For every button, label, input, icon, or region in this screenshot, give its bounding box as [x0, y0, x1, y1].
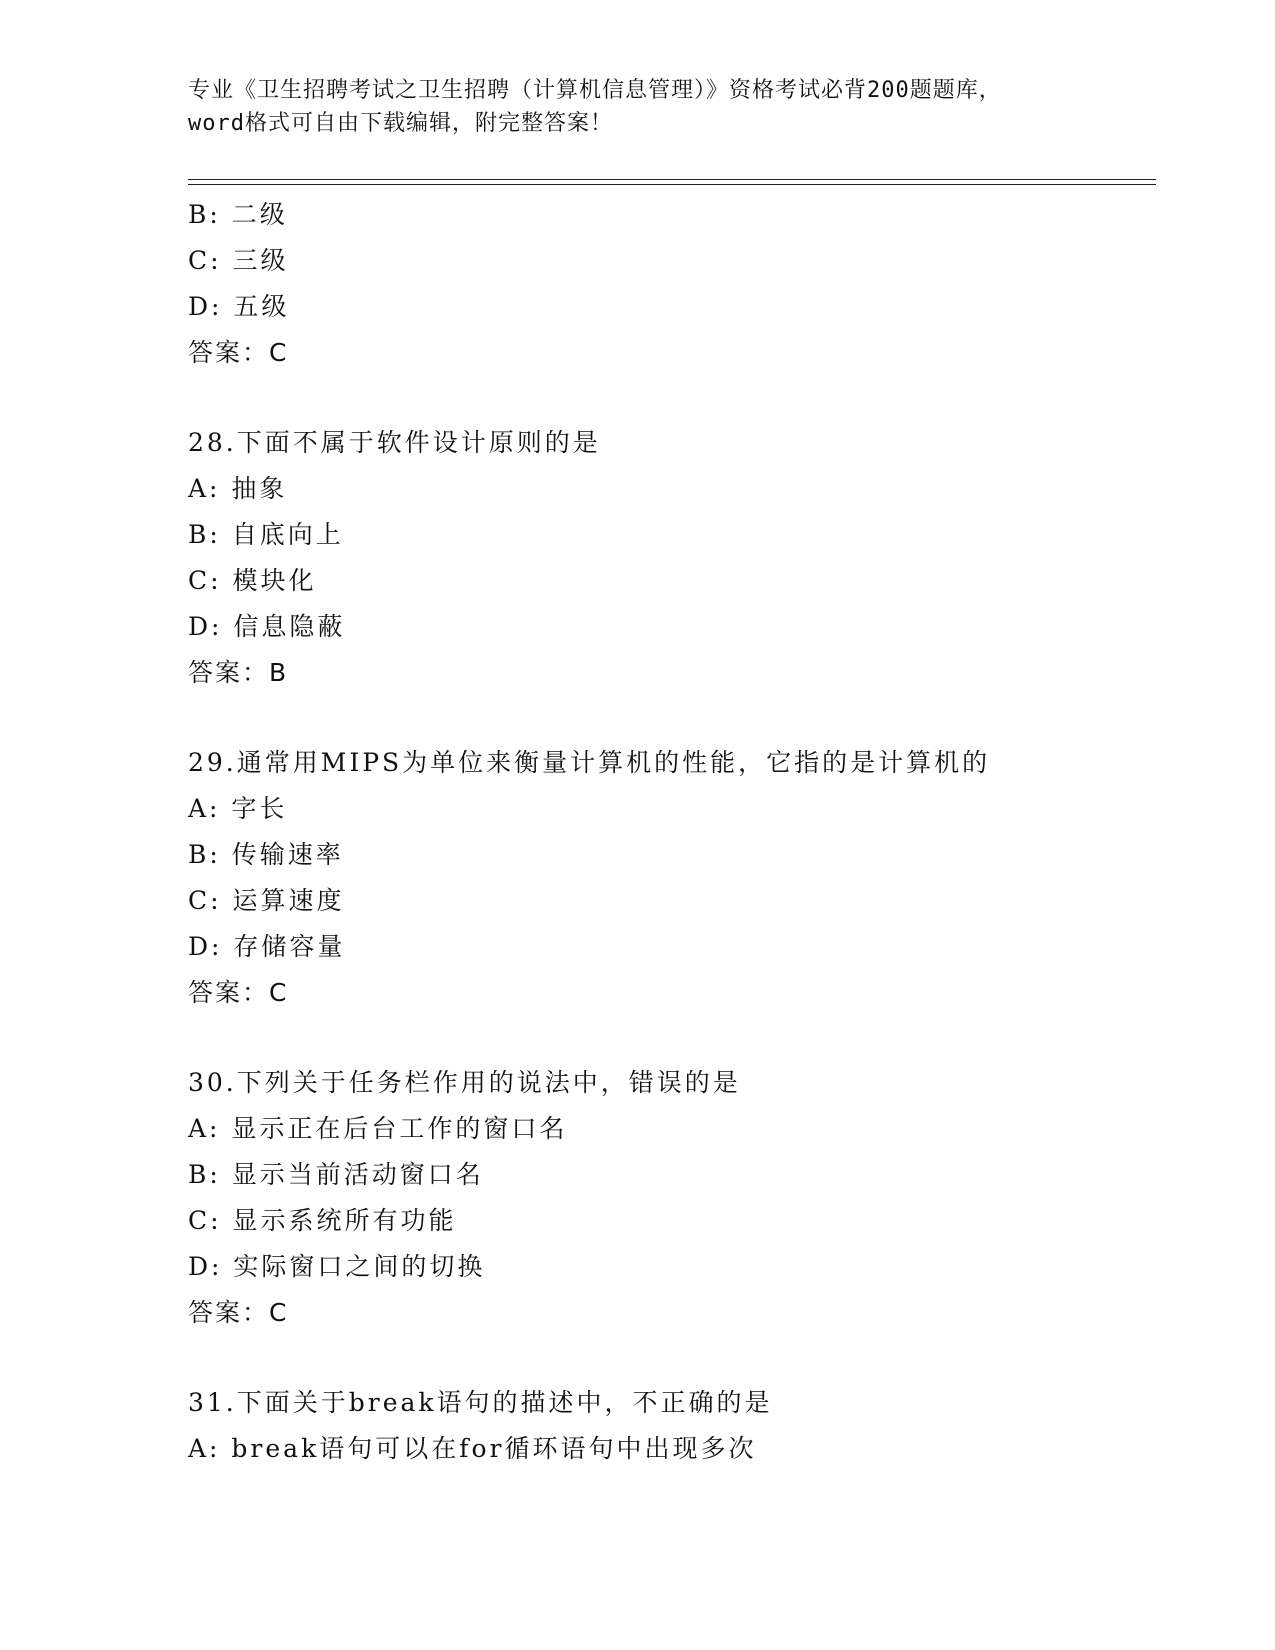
option-c: C: 模块化 — [188, 566, 317, 595]
spacer — [188, 1336, 1188, 1380]
option-a: A: 字长 — [188, 794, 288, 823]
option-d: D: 五级 — [188, 292, 290, 321]
option-a: A: 显示正在后台工作的窗口名 — [188, 1114, 568, 1143]
option-b: B: 二级 — [188, 200, 288, 229]
option-c: C: 三级 — [188, 246, 289, 275]
question-text: 29.通常用MIPS为单位来衡量计算机的性能，它指的是计算机的 — [188, 748, 991, 777]
answer: 答案：C — [188, 1298, 289, 1327]
question-27-continued — [188, 192, 1188, 376]
document-header — [188, 74, 1088, 140]
question-list — [188, 192, 1188, 1472]
option-c: C: 运算速度 — [188, 886, 345, 915]
option-c: C: 显示系统所有功能 — [188, 1206, 457, 1235]
option-a: A: 抽象 — [188, 474, 288, 503]
header-divider-top — [188, 179, 1156, 180]
option-b: B: 显示当前活动窗口名 — [188, 1160, 484, 1189]
question-31 — [188, 1380, 1188, 1472]
header-title-line-2: word格式可自由下载编辑，附完整答案！ — [188, 111, 613, 136]
option-a: A: break语句可以在for循环语句中出现多次 — [188, 1434, 757, 1463]
question-28 — [188, 420, 1188, 696]
option-d: D: 信息隐蔽 — [188, 612, 346, 641]
spacer — [188, 1016, 1188, 1060]
answer: 答案：C — [188, 978, 289, 1007]
spacer — [188, 696, 1188, 740]
question-29 — [188, 740, 1188, 1016]
spacer — [188, 376, 1188, 420]
answer: 答案：C — [188, 338, 289, 367]
question-text: 31.下面关于break语句的描述中，不正确的是 — [188, 1388, 773, 1417]
option-d: D: 存储容量 — [188, 932, 346, 961]
question-text: 28.下面不属于软件设计原则的是 — [188, 428, 601, 457]
option-b: B: 传输速率 — [188, 840, 344, 869]
option-d: D: 实际窗口之间的切换 — [188, 1252, 486, 1281]
header-title-line-1: 专业《卫生招聘考试之卫生招聘（计算机信息管理）》资格考试必背200题题库， — [188, 78, 1002, 103]
question-text: 30.下列关于任务栏作用的说法中，错误的是 — [188, 1068, 741, 1097]
option-b: B: 自底向上 — [188, 520, 344, 549]
answer: 答案：B — [188, 658, 289, 687]
header-divider-bottom — [188, 184, 1156, 185]
question-30 — [188, 1060, 1188, 1336]
